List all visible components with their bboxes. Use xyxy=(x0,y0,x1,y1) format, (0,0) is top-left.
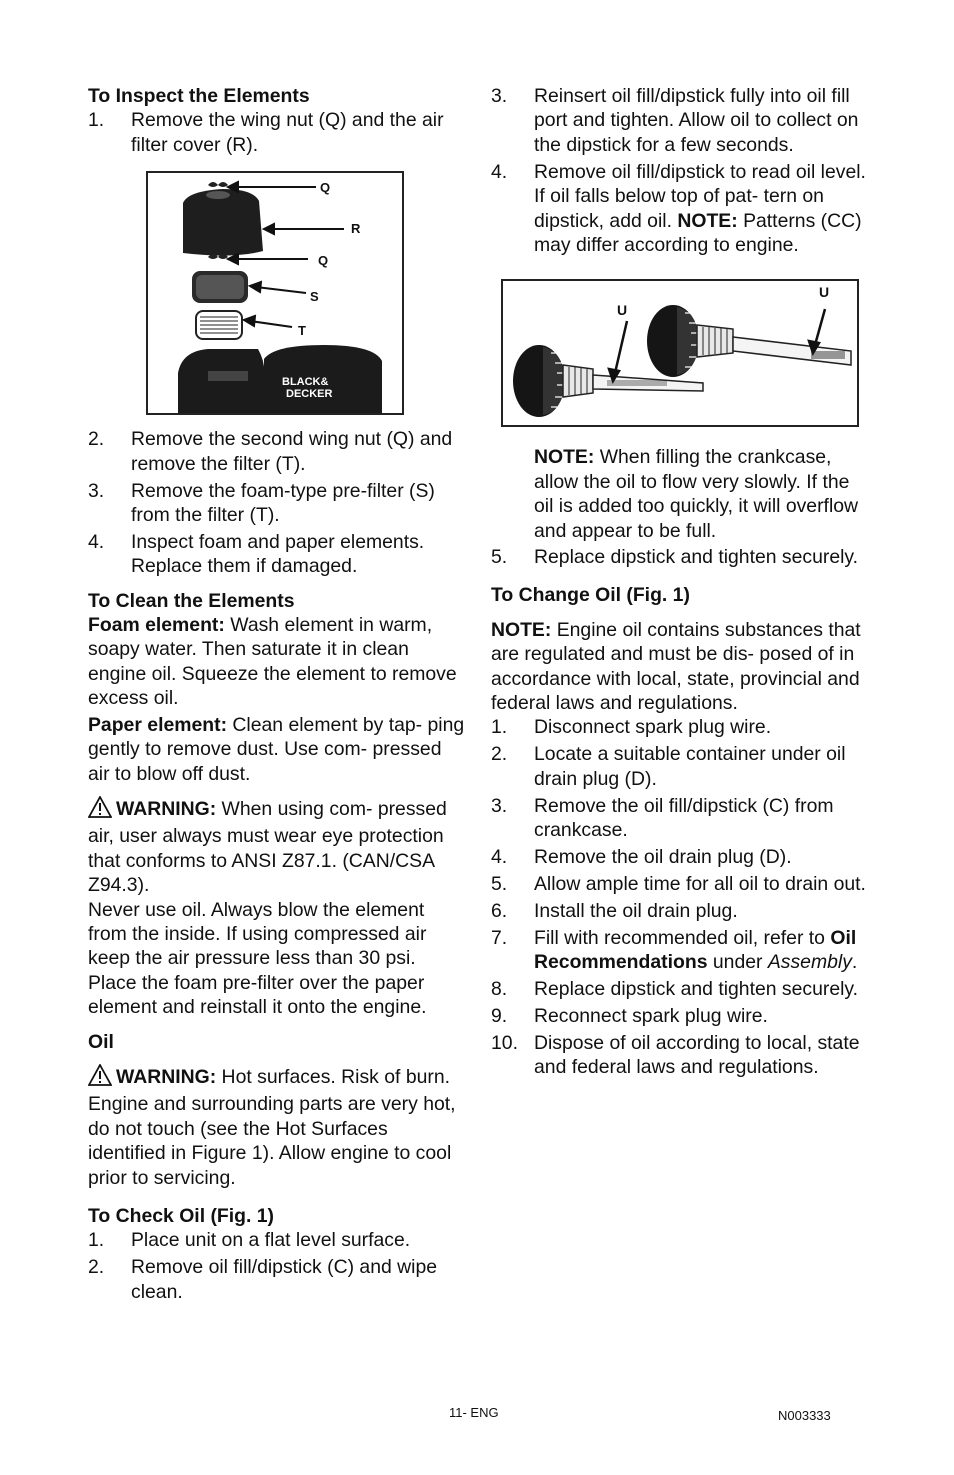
check-oil-heading: To Check Oil (Fig. 1) xyxy=(88,1205,275,1227)
air-filter-figure xyxy=(146,171,404,415)
list-item: 4. Remove the oil drain plug (D). xyxy=(491,845,792,868)
brand-logo-line1: BLACK& xyxy=(282,376,329,389)
inspect-heading: To Inspect the Elements xyxy=(88,85,310,107)
list-item: 5. Replace dipstick and tighten securely. xyxy=(491,545,859,568)
place-prefilter-paragraph: Place the foam pre-filter over the paper element and reinstall it onto the engine. xyxy=(88,971,427,1019)
page-number: 11- ENG xyxy=(449,1405,499,1420)
dipstick-figure xyxy=(501,279,859,427)
label-s: S xyxy=(310,289,319,305)
list-item: 7. Fill with recommended oil, refer to Oil Recommendations under Assembly. xyxy=(491,926,858,974)
paper-element-paragraph: Paper element: Clean element by tap- ping gently to remove dust. Use com- pressed air to blow off dust. xyxy=(88,713,465,785)
note-engine-oil: NOTE: Engine oil contains substances that are regulated and must be dis- posed of in accordance with local, state, provincial and federal laws and regulations. xyxy=(491,618,861,714)
label-r: R xyxy=(351,221,361,237)
list-item: 6. Install the oil drain plug. xyxy=(491,899,738,922)
warning-hot-surfaces: WARNING: Hot surfaces. Risk of burn. Engine and surrounding parts are very hot, do not touch (see the Hot Surfaces identified in Figure 1). Allow engine to cool prior to servicing. xyxy=(88,1065,456,1189)
list-item: 2. Remove the second wing nut (Q) and remove the filter (T). xyxy=(88,428,453,475)
list-item: 3. Reinsert oil fill/dipstick fully into oil fill port and tighten. Allow oil to collect on the dipstick for a few seconds. xyxy=(491,85,859,156)
warning-compressed-air: WARNING: When using com- pressed air, user always must wear eye protection that conforms to ANSI Z87.1. (CAN/CSA Z94.3). xyxy=(88,797,447,897)
label-t: T xyxy=(298,323,306,339)
left-column xyxy=(88,84,466,1307)
label-q-top: Q xyxy=(320,180,331,196)
clean-heading: To Clean the Elements xyxy=(88,589,295,612)
list-item: 5. Allow ample time for all oil to drain out. xyxy=(491,872,866,895)
warning-triangle-icon xyxy=(88,796,112,824)
list-item: 2. Remove oil fill/dipstick (C) and wipe clean. xyxy=(88,1256,438,1303)
list-item: 3. Remove the foam-type pre-filter (S) from the filter (T). xyxy=(88,479,435,526)
list-item: 1. Place unit on a flat level surface. xyxy=(88,1229,411,1252)
label-u-right: U xyxy=(819,284,830,301)
brand-logo-line2: DECKER xyxy=(286,388,333,401)
list-item: 1. Remove the wing nut (Q) and the air filter cover (R). xyxy=(88,109,444,156)
warning-triangle-icon xyxy=(88,1064,112,1092)
label-q-second: Q xyxy=(318,253,329,269)
list-item: 4. Remove oil fill/dipstick to read oil level. If oil falls below top of pat- tern on dipstick, add oil. NOTE: Patterns (CC) may differ according to engine. xyxy=(491,160,866,256)
list-item: 2. Locate a suitable container under oil drain plug (D). xyxy=(491,743,846,790)
oil-heading: Oil xyxy=(88,1030,114,1053)
right-column xyxy=(491,84,867,1082)
list-item: 10. Dispose of oil according to local, state and federal laws and regulations. xyxy=(491,1031,860,1079)
list-item: 3. Remove the oil fill/dipstick (C) from crankcase. xyxy=(491,794,834,842)
label-u-left: U xyxy=(617,302,628,319)
never-use-oil-paragraph: Never use oil. Always blow the element from the inside. If using compressed air keep the air pressure less than 30 psi. xyxy=(88,898,427,970)
document-code: N003333 xyxy=(778,1408,831,1423)
change-oil-heading: To Change Oil (Fig. 1) xyxy=(491,584,690,607)
list-item: 4. Inspect foam and paper elements. Replace them if damaged. xyxy=(88,530,425,578)
list-item: 1. Disconnect spark plug wire. xyxy=(491,716,772,739)
note-filling-crankcase: NOTE: When filling the crankcase, allow the oil to flow very slowly. If the oil is added too quickly, it will overflow and appear to be full. xyxy=(534,446,859,542)
list-item: 8. Replace dipstick and tighten securely. xyxy=(491,977,859,1000)
foam-element-paragraph: Foam element: Wash element in warm, soapy water. Then saturate it in clean engine oil. Squeeze the element to remove excess oil. xyxy=(88,614,457,710)
list-item: 9. Reconnect spark plug wire. xyxy=(491,1004,768,1027)
